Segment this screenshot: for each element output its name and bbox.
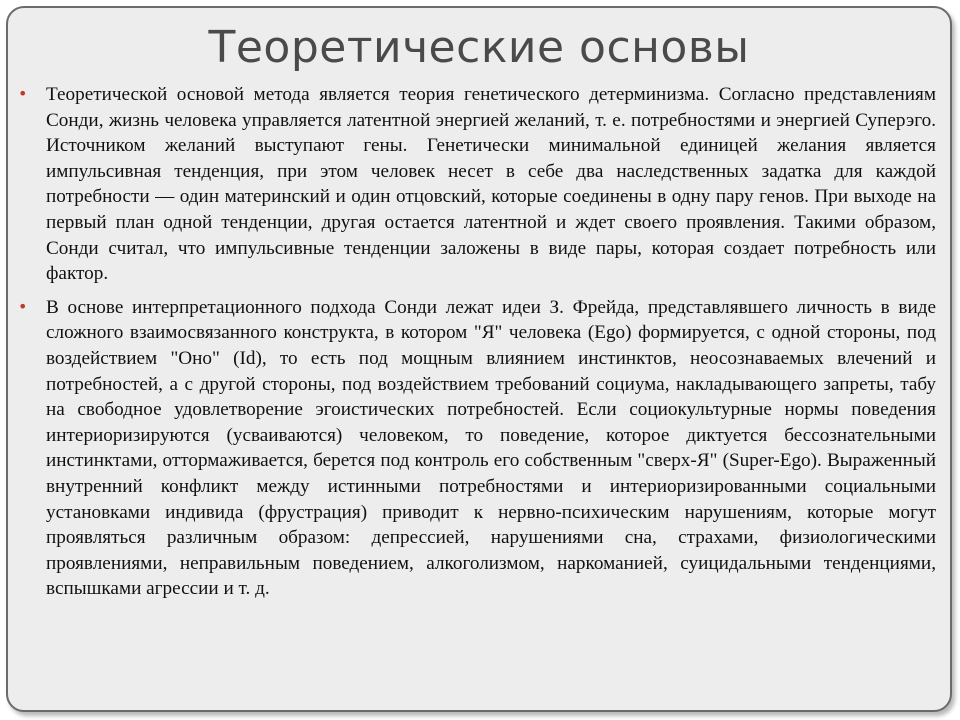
bullet-item: [16, 82, 936, 287]
bullet-text: В основе интерпретационного подхода Сонди лежат идеи З. Фрейда, представлявшего личность в виде сложного взаимосвязанного конструкта, в котором "Я" человека (Ego) формируется, с одной стороны, под воздействием "Оно" (Id), то есть под мощным влиянием инстинктов, неосознаваемых влечений и потребностей, а с другой стороны, под воздействием требований социума, накладывающего запреты, табу на свободное удовлетворение эгоистических потребностей. Если социокультурные нормы поведения интериоризируются (усваиваются) человеком, то поведение, которое диктуется бессознательными инстинктами, оттормаживается, берется под контроль его собственным "сверх-Я" (Super-Ego). Выраженный внутренний конфликт между истинными потребностями и интериоризированными социальными установками индивида (фрустрация) приводит к нервно-психическим нарушениям, которые могут проявляться различным образом: депрессией, нарушениями сна, страхами, физиологическими проявлениями, неправильным поведением, алкоголизмом, наркоманией, суицидальными тенденциями, вспышками агрессии и т. д.: [46, 296, 936, 600]
slide-content: [16, 82, 936, 610]
slide: [6, 6, 952, 712]
bullet-item: [16, 295, 936, 602]
bullet-dot-icon: •: [18, 84, 28, 103]
slide-title: Теоретические основы: [208, 22, 750, 73]
bullet-dot-icon: •: [18, 296, 28, 316]
bullet-text: Теоретической основой метода является теория генетического детерминизма. Согласно представлениям Сонди, жизнь человека управляется латентной энергией желаний, т. е. потребностями и энергией Суперэго. Источником желаний выступают гены. Генетически минимальной единицей желания является импульсивная тенденция, при этом человек несет в себе два наследственных задатка для каждой потребности — один материнский и один отцовский, которые соединены в одну пару генов. При выходе на первый план одной тенденции, другая остается латентной и ждет своего проявления. Такими образом, Сонди считал, что импульсивные тенденции заложены в виде пары, которая создает потребность или фактор.: [46, 84, 936, 285]
